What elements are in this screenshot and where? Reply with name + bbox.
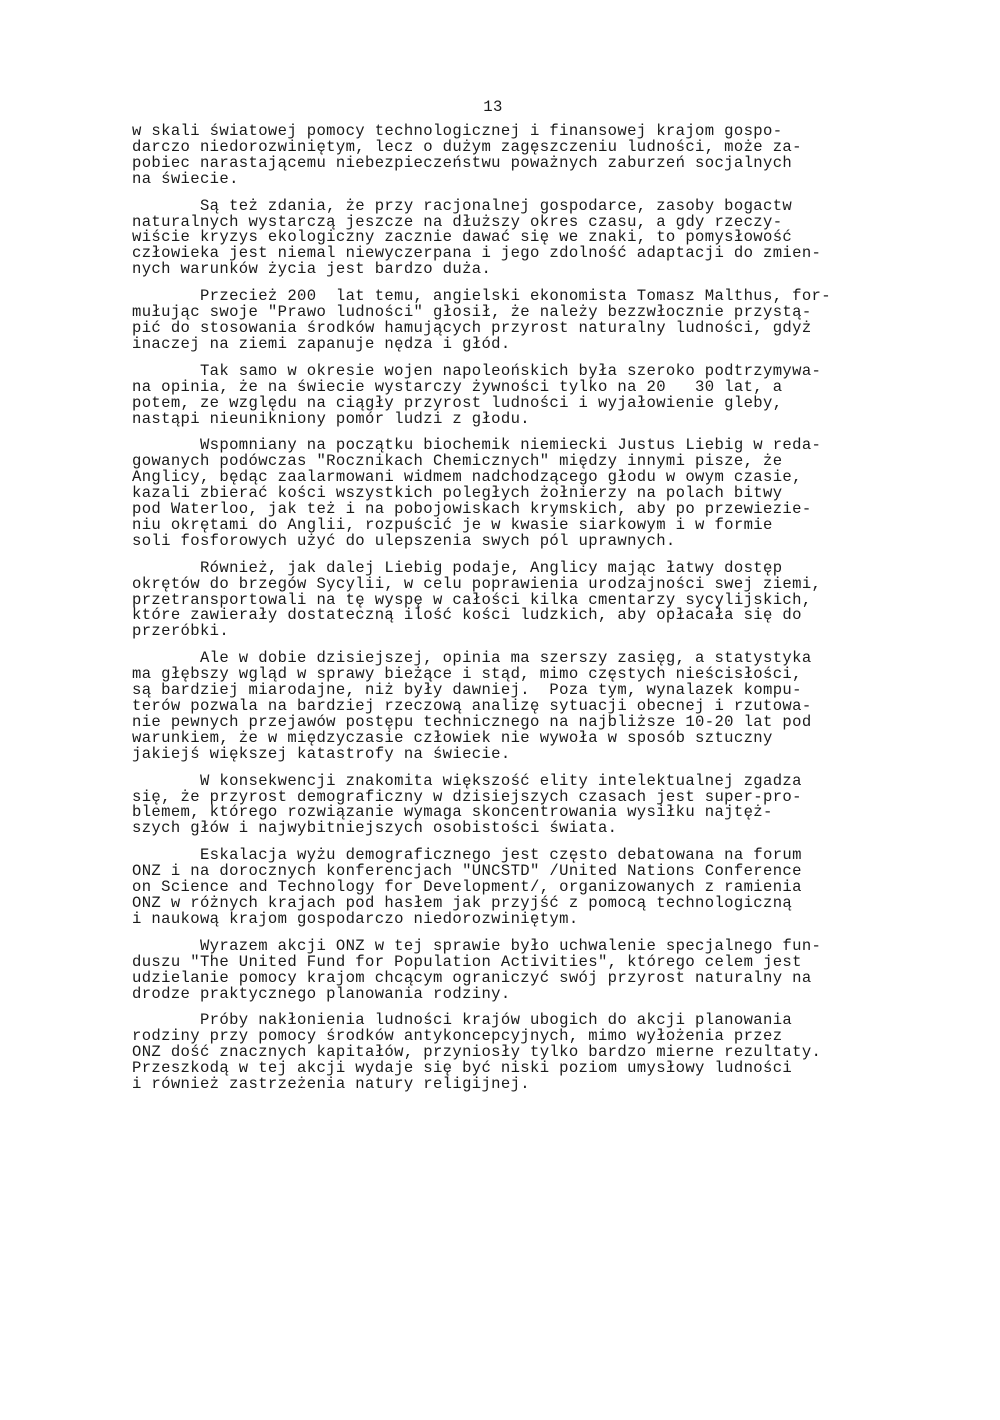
paragraph: W konsekwencji znakomita większość elity intelektualnej zgadza się, że przyrost demograficzny w dzisiejszych czasach jest super-pro- blemem, którego rozwiązanie wymaga skoncentrowania wysiłku najtęż- szych głów i najwybitniejszych osobistości świata. <box>132 771 802 838</box>
paragraph: Przecież 200 lat temu, angielski ekonomista Tomasz Malthus, for- mułując swoje "Prawo ludności" głosił, że należy bezzwłocznie przystą- pić do stosowania środków hamujących przyrost naturalny ludności, gdyż inaczej na ziemi zapanuje nędza i głód. <box>132 287 831 353</box>
paragraph: Wspomniany na początku biochemik niemiecki Justus Liebig w reda- gowanych podówczas "Rocznikach Chemicznych" między innymi pisze, że Anglicy, będąc zaalarmowani widmem nadchodzącego głodu w owym czasie, kazali zbierać kości wszystkich poległych żołnierzy na polach bitwy pod Waterloo, jak też i na pobojowiskach krymskich, aby po przewiezie- niu okrętami do Anglii, rozpuścić je w kwasie siarkowym i w formie soli fosforowych użyć do ulepszenia swych pól uprawnych. <box>132 436 822 550</box>
page-number: 13 <box>483 98 503 116</box>
paragraph: Wyrazem akcji ONZ w tej sprawie było uchwalenie specjalnego fun- duszu "The United Fund for Population Activities", którego celem jest udzielanie pomocy krajom chcącym ograniczyć swój przyrost naturalny na drodze praktycznego planowania rodziny. <box>132 936 822 1003</box>
paragraph: Tak samo w okresie wojen napoleońskich była szeroko podtrzymywa- na opinia, że na świecie wystarczy żywności tylko na 20 30 lat, a potem, ze względu na ciągły przyrost ludności i wyjałowienie gleby, nastąpi nieunikniony pomór ludzi z głodu. <box>132 361 822 428</box>
paragraph: Również, jak dalej Liebig podaje, Anglicy mając łatwy dostęp okrętów do brzegów Sycylii, w celu poprawienia urodzajności swej ziemi, przetransportowali na tę wyspę w całości kilka cmentarzy sycylijskich, które zawierały dostateczną ilość kości ludzkich, aby opłacała się do przeróbki. <box>132 558 822 641</box>
body-text <box>132 124 892 1104</box>
paragraph: Eskalacja wyżu demograficznego jest często debatowana na forum ONZ i na dorocznych konferencjach "UNCSTD" /United Nations Conference on Science and Technology for Development/, organizowanych z ramienia ONZ w różnych krajach pod hasłem jak przyjść z pomocą technologiczną i naukową krajom gospodarczo niedorozwiniętym. <box>132 846 802 928</box>
paragraph: Są też zdania, że przy racjonalnej gospodarce, zasoby bogactw naturalnych wystarczą jeszcze na dłuższy okres czasu, a gdy rzeczy- wiście kryzys ekologiczny zacznie dawać się we znaki, to pomysłowość człowieka jest niemal niewyczerpana i jego zdolność adaptacji do zmien- nych warunków życia jest bardzo duża. <box>132 196 822 279</box>
paragraph: Próby nakłonienia ludności krajów ubogich do akcji planowania rodziny przy pomocy środków antykoncepcyjnych, mimo wyłożenia przez ONZ dość znacznych kapitałów, przyniosły tylko bardzo mierne rezultaty. Przeszkodą w tej akcji wydaje się być niski poziom umysłowy ludności i również zastrzeżenia natury religijnej. <box>132 1011 822 1094</box>
paragraph: Ale w dobie dzisiejszej, opinia ma szerszy zasięg, a statystyka ma głębszy wgląd w sprawy bieżące i stąd, mimo częstych nieścisłości, są bardziej miarodajne, niż były dawniej. Poza tym, wynalazek kompu- terów pozwala na bardziej rzeczową analizę sytuacji obecnej i rzutowa- nie pewnych przejawów postępu technicznego na najbliższe 10-20 lat pod warunkiem, że w międzyczasie człowiek nie wywoła w sposób sztuczny jakiejś większej katastrofy na świecie. <box>132 649 812 763</box>
paragraph: w skali światowej pomocy technologicznej i finansowej krajom gospo- darczo niedorozwiniętym, lecz o dużym zagęszczeniu ludności, może za- pobiec narastającemu niebezpieczeństwu poważnych zaburzeń socjalnych na świecie. <box>132 122 802 188</box>
